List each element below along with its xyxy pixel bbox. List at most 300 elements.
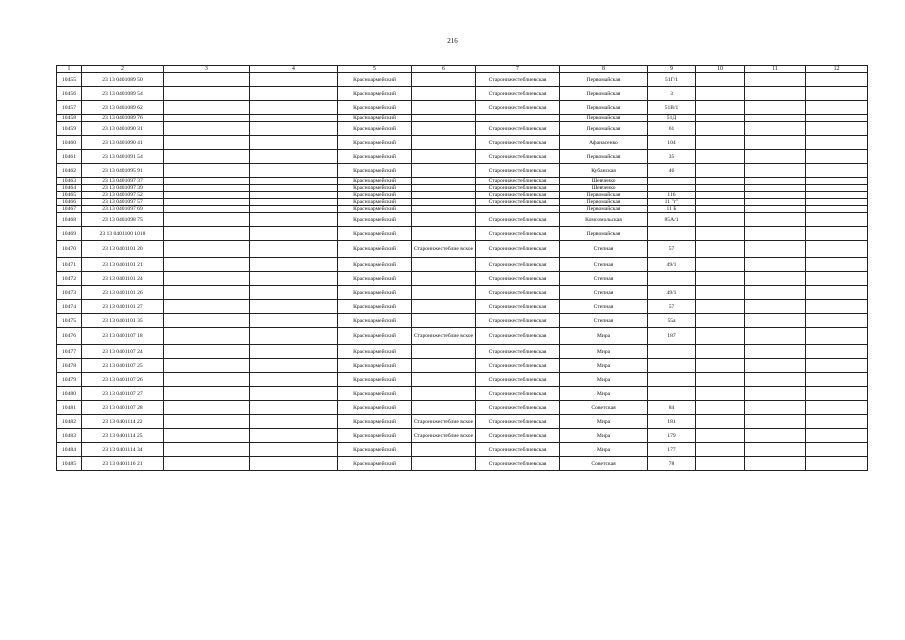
table-cell bbox=[412, 192, 476, 199]
table-cell bbox=[412, 401, 476, 415]
table-cell bbox=[696, 373, 745, 387]
table-cell bbox=[806, 150, 868, 164]
table-cell bbox=[250, 401, 338, 415]
table-cell bbox=[745, 192, 806, 199]
table-cell: Старонижестеблиевская bbox=[476, 387, 560, 401]
table-row bbox=[57, 300, 868, 314]
table-cell: 116 bbox=[648, 192, 696, 199]
table-cell bbox=[250, 87, 338, 101]
table-cell bbox=[806, 314, 868, 328]
table-cell bbox=[696, 241, 745, 258]
table-row bbox=[57, 457, 868, 471]
table-cell bbox=[412, 227, 476, 241]
table-cell: 23 13 0401097 39 bbox=[82, 185, 164, 192]
table-cell: 49/1 bbox=[648, 258, 696, 272]
table-row bbox=[57, 401, 868, 415]
table-cell bbox=[696, 136, 745, 150]
table-cell bbox=[745, 227, 806, 241]
table-cell bbox=[806, 415, 868, 429]
table-cell: 23 13 0401114 22 bbox=[82, 415, 164, 429]
table-cell bbox=[696, 199, 745, 206]
table-cell bbox=[164, 258, 250, 272]
table-cell: 78 bbox=[648, 457, 696, 471]
table-cell bbox=[164, 314, 250, 328]
table-cell bbox=[696, 300, 745, 314]
table-cell: 23 13 0401107 28 bbox=[82, 401, 164, 415]
column-header: 7 bbox=[476, 66, 560, 73]
table-cell bbox=[164, 415, 250, 429]
table-cell bbox=[648, 373, 696, 387]
table-cell: 23 13 0401107 25 bbox=[82, 359, 164, 373]
table-row bbox=[57, 87, 868, 101]
table-cell bbox=[412, 457, 476, 471]
table-cell: Старонижестеблие вское bbox=[412, 241, 476, 258]
table-cell bbox=[696, 328, 745, 345]
table-cell: Старонижестеблиевская bbox=[476, 227, 560, 241]
table-cell: Мира bbox=[560, 429, 648, 443]
table-cell bbox=[745, 443, 806, 457]
table-cell bbox=[164, 122, 250, 136]
table-cell: Старонижестеблиевская bbox=[476, 73, 560, 87]
column-header: 5 bbox=[338, 66, 412, 73]
table-cell: Красноармейский bbox=[338, 185, 412, 192]
table-cell: 10472 bbox=[57, 272, 82, 286]
table-cell: Степная bbox=[560, 258, 648, 272]
table-cell: Красноармейский bbox=[338, 373, 412, 387]
table-cell: Старонижестеблиевская bbox=[476, 258, 560, 272]
table-row bbox=[57, 258, 868, 272]
table-cell bbox=[696, 314, 745, 328]
table-cell: 11 "г" bbox=[648, 199, 696, 206]
table-cell: 3 bbox=[648, 87, 696, 101]
table-cell bbox=[696, 258, 745, 272]
table-cell bbox=[745, 286, 806, 300]
table-cell bbox=[745, 387, 806, 401]
table-cell bbox=[412, 73, 476, 87]
table-cell bbox=[412, 136, 476, 150]
table-row bbox=[57, 328, 868, 345]
table-row bbox=[57, 227, 868, 241]
table-cell bbox=[250, 136, 338, 150]
table-cell bbox=[745, 258, 806, 272]
table-cell bbox=[696, 429, 745, 443]
table-cell: Красноармейский bbox=[338, 136, 412, 150]
table-cell bbox=[164, 178, 250, 185]
table-row bbox=[57, 150, 868, 164]
table-cell bbox=[412, 87, 476, 101]
table-cell bbox=[412, 387, 476, 401]
table-cell bbox=[476, 206, 560, 213]
table-cell bbox=[412, 443, 476, 457]
table-cell: 10457 bbox=[57, 101, 82, 115]
table-row bbox=[57, 373, 868, 387]
table-cell: Старонижестеблиевская bbox=[476, 272, 560, 286]
table-cell: Степная bbox=[560, 241, 648, 258]
table-cell bbox=[164, 457, 250, 471]
table-cell bbox=[250, 206, 338, 213]
table-cell bbox=[745, 115, 806, 122]
table-cell bbox=[250, 314, 338, 328]
table-cell bbox=[696, 178, 745, 185]
table-cell bbox=[250, 73, 338, 87]
table-row bbox=[57, 387, 868, 401]
table-cell bbox=[648, 185, 696, 192]
table-cell: 23 13 0401089 76 bbox=[82, 115, 164, 122]
table-cell: Старонижестеблиевская bbox=[476, 136, 560, 150]
table-cell bbox=[745, 373, 806, 387]
table-cell: Старонижестеблиевская bbox=[476, 415, 560, 429]
table-cell bbox=[806, 429, 868, 443]
table-cell: 10483 bbox=[57, 429, 82, 443]
table-cell: Кубанская bbox=[560, 164, 648, 178]
table-cell bbox=[250, 101, 338, 115]
table-cell bbox=[164, 401, 250, 415]
table-cell: Красноармейский bbox=[338, 192, 412, 199]
table-cell bbox=[745, 101, 806, 115]
table-cell bbox=[164, 136, 250, 150]
table-cell: 23 13 0401107 18 bbox=[82, 328, 164, 345]
table-cell bbox=[806, 115, 868, 122]
table-cell bbox=[164, 150, 250, 164]
table-cell bbox=[745, 328, 806, 345]
table-cell bbox=[164, 164, 250, 178]
table-cell: Степная bbox=[560, 272, 648, 286]
table-cell bbox=[806, 328, 868, 345]
table-cell: Афанасенко bbox=[560, 136, 648, 150]
table-cell: 10465 bbox=[57, 192, 82, 199]
table-cell bbox=[250, 345, 338, 359]
table-cell: 46 bbox=[648, 164, 696, 178]
header-row bbox=[57, 66, 868, 73]
table-cell bbox=[806, 87, 868, 101]
table-cell bbox=[806, 387, 868, 401]
table-cell bbox=[250, 258, 338, 272]
table-cell: Красноармейский bbox=[338, 213, 412, 227]
table-cell: Старонижестеблиевская bbox=[476, 178, 560, 185]
table-cell bbox=[745, 429, 806, 443]
table-cell bbox=[745, 401, 806, 415]
table-cell: Старонижестеблиевская bbox=[476, 443, 560, 457]
table-cell bbox=[745, 122, 806, 136]
table-cell: 55а bbox=[648, 314, 696, 328]
table-cell: Мира bbox=[560, 328, 648, 345]
table-cell bbox=[250, 185, 338, 192]
table-cell: Старонижестеблиевская bbox=[476, 185, 560, 192]
table-cell bbox=[412, 286, 476, 300]
table-cell bbox=[164, 345, 250, 359]
table-row bbox=[57, 272, 868, 286]
table-row bbox=[57, 213, 868, 227]
table-cell bbox=[806, 401, 868, 415]
table-cell: Старонижестеблиевская bbox=[476, 328, 560, 345]
table-cell bbox=[648, 227, 696, 241]
table-cell bbox=[412, 359, 476, 373]
table-cell: 23 13 0401101 20 bbox=[82, 241, 164, 258]
table-cell: Старонижестеблие вское bbox=[412, 429, 476, 443]
table-cell: Красноармейский bbox=[338, 178, 412, 185]
table-cell bbox=[745, 206, 806, 213]
table-cell: 23 13 0401107 27 bbox=[82, 387, 164, 401]
table-cell bbox=[696, 185, 745, 192]
table-cell bbox=[164, 300, 250, 314]
table-cell bbox=[412, 345, 476, 359]
table-cell bbox=[745, 272, 806, 286]
table-cell: Старонижестеблиевская bbox=[476, 87, 560, 101]
table-cell bbox=[164, 359, 250, 373]
table-cell bbox=[745, 314, 806, 328]
table-cell: Первомайская bbox=[560, 199, 648, 206]
table-cell: 10473 bbox=[57, 286, 82, 300]
table-cell: 104 bbox=[648, 136, 696, 150]
table-cell: 23 13 0401095 91 bbox=[82, 164, 164, 178]
table-cell: 57 bbox=[648, 300, 696, 314]
table-cell: Старонижестеблие вское bbox=[412, 415, 476, 429]
table-cell: Мира bbox=[560, 415, 648, 429]
table-cell bbox=[806, 206, 868, 213]
table-cell: 23 13 0401090 41 bbox=[82, 136, 164, 150]
table-cell: 10476 bbox=[57, 328, 82, 345]
table-cell: 10485 bbox=[57, 457, 82, 471]
table-cell: 85А/1 bbox=[648, 213, 696, 227]
table-cell bbox=[164, 373, 250, 387]
table-cell: Красноармейский bbox=[338, 101, 412, 115]
table-cell: 10456 bbox=[57, 87, 82, 101]
table-cell: 10482 bbox=[57, 415, 82, 429]
table-cell: Старонижестеблиевская bbox=[476, 314, 560, 328]
table-cell: Красноармейский bbox=[338, 73, 412, 87]
table-cell bbox=[806, 73, 868, 87]
table-cell bbox=[412, 213, 476, 227]
table-cell: Старонижестеблиевская bbox=[476, 345, 560, 359]
table-cell bbox=[696, 345, 745, 359]
table-cell bbox=[250, 213, 338, 227]
table-cell bbox=[250, 227, 338, 241]
table-cell: 51Д bbox=[648, 115, 696, 122]
table-cell: 49/1 bbox=[648, 286, 696, 300]
table-cell bbox=[648, 387, 696, 401]
table-cell bbox=[250, 286, 338, 300]
table-cell bbox=[412, 150, 476, 164]
table-cell bbox=[250, 115, 338, 122]
column-header: 10 bbox=[696, 66, 745, 73]
table-cell bbox=[250, 300, 338, 314]
table-cell: 177 bbox=[648, 443, 696, 457]
table-cell: Красноармейский bbox=[338, 443, 412, 457]
table-cell: Мира bbox=[560, 373, 648, 387]
table-cell bbox=[745, 136, 806, 150]
table-cell bbox=[696, 443, 745, 457]
table-cell: Старонижестеблиевская bbox=[476, 359, 560, 373]
table-cell: Старонижестеблиевская bbox=[476, 401, 560, 415]
table-cell bbox=[164, 241, 250, 258]
table-cell bbox=[806, 373, 868, 387]
table-cell: Мира bbox=[560, 387, 648, 401]
table-cell: Шевченко bbox=[560, 178, 648, 185]
table-cell: Красноармейский bbox=[338, 115, 412, 122]
table-cell: 23 13 0401089 54 bbox=[82, 87, 164, 101]
table-row bbox=[57, 136, 868, 150]
table-cell bbox=[412, 314, 476, 328]
table-cell bbox=[745, 415, 806, 429]
table-cell bbox=[696, 272, 745, 286]
table-cell: 35 bbox=[648, 150, 696, 164]
table-cell bbox=[696, 73, 745, 87]
table-cell: Красноармейский bbox=[338, 199, 412, 206]
table-cell: 23 13 0401089 62 bbox=[82, 101, 164, 115]
table-cell bbox=[806, 300, 868, 314]
table-cell bbox=[164, 101, 250, 115]
table-cell: 10479 bbox=[57, 373, 82, 387]
column-header: 4 bbox=[250, 66, 338, 73]
table-cell: Красноармейский bbox=[338, 300, 412, 314]
table-cell bbox=[250, 429, 338, 443]
table-cell bbox=[806, 185, 868, 192]
table-cell: 10467 bbox=[57, 206, 82, 213]
table-cell: 10464 bbox=[57, 185, 82, 192]
table-row bbox=[57, 101, 868, 115]
table-cell: 10458 bbox=[57, 115, 82, 122]
table-cell: Старонижестеблиевская bbox=[476, 286, 560, 300]
table-cell bbox=[164, 213, 250, 227]
table-cell bbox=[745, 241, 806, 258]
table-cell: 23 13 0401101 35 bbox=[82, 314, 164, 328]
table-cell: Красноармейский bbox=[338, 227, 412, 241]
table-cell: 23 13 0401101 21 bbox=[82, 258, 164, 272]
table-cell: 10475 bbox=[57, 314, 82, 328]
table-cell bbox=[164, 87, 250, 101]
table-cell bbox=[745, 150, 806, 164]
table-cell bbox=[696, 401, 745, 415]
table-cell bbox=[696, 122, 745, 136]
table-cell bbox=[412, 258, 476, 272]
table-cell bbox=[745, 87, 806, 101]
table-cell bbox=[696, 387, 745, 401]
table-cell bbox=[648, 272, 696, 286]
table-row bbox=[57, 192, 868, 199]
table-cell: 23 13 0401114 25 bbox=[82, 429, 164, 443]
column-header: 3 bbox=[164, 66, 250, 73]
table-cell bbox=[250, 241, 338, 258]
table-cell bbox=[696, 164, 745, 178]
column-header: 8 bbox=[560, 66, 648, 73]
table-cell bbox=[806, 101, 868, 115]
table-cell: 51В/1 bbox=[648, 101, 696, 115]
table-cell: 10468 bbox=[57, 213, 82, 227]
table-cell: Красноармейский bbox=[338, 150, 412, 164]
table-cell: Старонижестеблиевская bbox=[476, 101, 560, 115]
table-cell: 23 13 0401097 37 bbox=[82, 178, 164, 185]
table-cell bbox=[164, 443, 250, 457]
table-cell bbox=[806, 241, 868, 258]
table-cell bbox=[806, 213, 868, 227]
table-cell bbox=[696, 213, 745, 227]
table-cell bbox=[164, 206, 250, 213]
table-cell: 10470 bbox=[57, 241, 82, 258]
table-cell: Первомайская bbox=[560, 192, 648, 199]
table-cell bbox=[250, 150, 338, 164]
table-cell: Старонижестеблиевская bbox=[476, 192, 560, 199]
table-row bbox=[57, 115, 868, 122]
table-cell bbox=[696, 206, 745, 213]
table-cell bbox=[696, 115, 745, 122]
column-header: 11 bbox=[745, 66, 806, 73]
table-cell: Степная bbox=[560, 314, 648, 328]
table-cell bbox=[412, 206, 476, 213]
table-cell bbox=[250, 164, 338, 178]
table-cell: 10466 bbox=[57, 199, 82, 206]
table-cell: 23 13 0401097 69 bbox=[82, 206, 164, 213]
table-cell: Старонижестеблиевская bbox=[476, 164, 560, 178]
table-cell: Старонижестеблиевская bbox=[476, 199, 560, 206]
table-cell: 23 13 0401116 21 bbox=[82, 457, 164, 471]
table-cell: Первомайская bbox=[560, 122, 648, 136]
table-cell: 10469 bbox=[57, 227, 82, 241]
table-cell bbox=[806, 359, 868, 373]
table-cell: Красноармейский bbox=[338, 429, 412, 443]
table-cell bbox=[164, 227, 250, 241]
table-cell: Первомайская bbox=[560, 73, 648, 87]
table-cell: Красноармейский bbox=[338, 122, 412, 136]
table-cell: Первомайская bbox=[560, 227, 648, 241]
table-cell bbox=[806, 272, 868, 286]
registry-table bbox=[56, 65, 868, 471]
table-cell bbox=[412, 122, 476, 136]
table-row bbox=[57, 164, 868, 178]
table-row bbox=[57, 178, 868, 185]
table-row bbox=[57, 206, 868, 213]
table-cell: Первомайская bbox=[560, 87, 648, 101]
table-cell: Старонижестеблиевская bbox=[476, 457, 560, 471]
table-cell: Красноармейский bbox=[338, 359, 412, 373]
column-header: 1 bbox=[57, 66, 82, 73]
table-cell bbox=[412, 101, 476, 115]
table-cell: 23 13 0401097 52 bbox=[82, 192, 164, 199]
table-cell bbox=[164, 272, 250, 286]
table-cell bbox=[806, 286, 868, 300]
table-cell bbox=[806, 122, 868, 136]
table-cell bbox=[696, 150, 745, 164]
table-cell bbox=[250, 328, 338, 345]
table-cell bbox=[250, 359, 338, 373]
table-cell: 10480 bbox=[57, 387, 82, 401]
table-cell bbox=[806, 192, 868, 199]
table-cell: 23 13 0401090 31 bbox=[82, 122, 164, 136]
table-cell bbox=[806, 227, 868, 241]
table-cell: Мира bbox=[560, 443, 648, 457]
table-row bbox=[57, 73, 868, 87]
table-cell bbox=[745, 359, 806, 373]
table-cell bbox=[412, 178, 476, 185]
table-cell bbox=[696, 415, 745, 429]
table-cell: Советская bbox=[560, 401, 648, 415]
table-cell bbox=[250, 443, 338, 457]
table-cell: Степная bbox=[560, 286, 648, 300]
table-row bbox=[57, 345, 868, 359]
table-cell: 10474 bbox=[57, 300, 82, 314]
table-cell bbox=[806, 345, 868, 359]
table-cell bbox=[164, 286, 250, 300]
table-cell bbox=[412, 373, 476, 387]
table-cell: Старонижестеблиевская bbox=[476, 429, 560, 443]
table-cell bbox=[745, 199, 806, 206]
table-cell: Первомайская bbox=[560, 101, 648, 115]
table-cell: Шевченко bbox=[560, 185, 648, 192]
table-cell bbox=[806, 457, 868, 471]
table-cell: 23 13 0401091 54 bbox=[82, 150, 164, 164]
table-cell bbox=[164, 429, 250, 443]
table-cell: Старонижестеблиевская bbox=[476, 373, 560, 387]
table-cell: Комсомольская bbox=[560, 213, 648, 227]
